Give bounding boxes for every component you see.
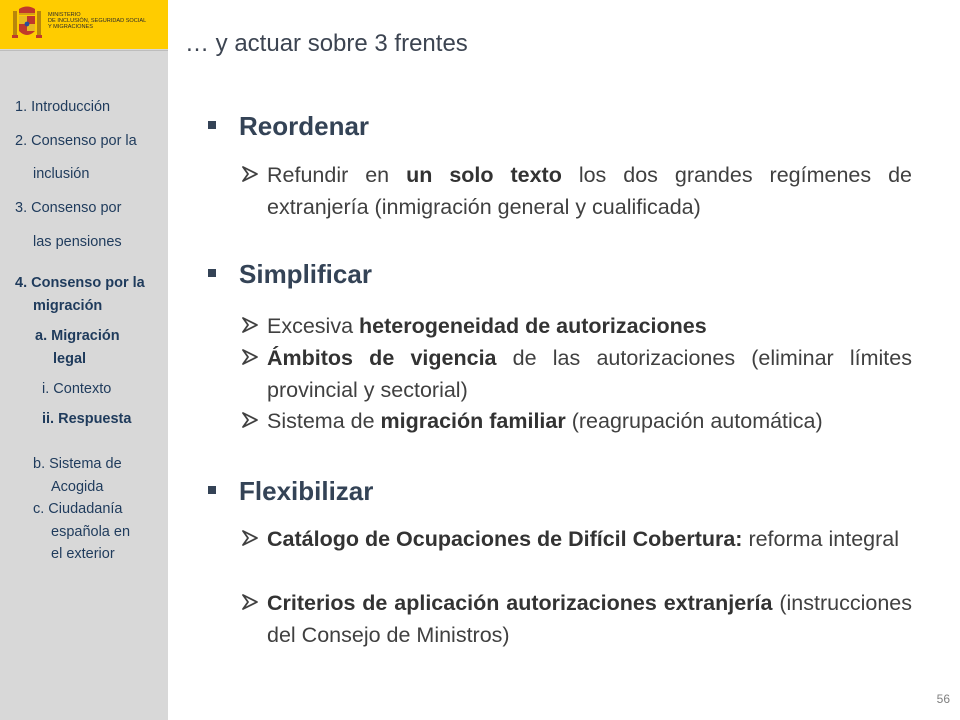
- text-run-bold: Ámbitos de vigencia: [267, 346, 497, 370]
- text-run-bold: Catálogo de Ocupaciones de Difícil Cobertura:: [267, 527, 743, 551]
- square-bullet-icon: [208, 486, 216, 494]
- nav-item-sistema-acogida-cont[interactable]: Acogida: [51, 479, 104, 495]
- bullet-text: [267, 310, 912, 342]
- text-run: Sistema de: [267, 409, 381, 433]
- bullet-item: [240, 342, 912, 406]
- bullet-item: [240, 310, 912, 342]
- slide-title: … y actuar sobre 3 frentes: [185, 30, 468, 57]
- bullet-item: [240, 587, 912, 651]
- nav-item-consenso-inclusion[interactable]: 2. Consenso por la: [15, 133, 137, 149]
- page-number: 56: [936, 692, 950, 706]
- nav-item-ciudadania-cont-2[interactable]: el exterior: [51, 546, 115, 562]
- ministry-name: [48, 12, 166, 31]
- text-run-bold: un solo texto: [406, 163, 562, 187]
- bullet-text: [267, 587, 912, 651]
- arrow-bullet-icon: [240, 347, 260, 367]
- bullet-text: [267, 342, 912, 406]
- text-run: reforma integral: [742, 527, 900, 551]
- arrow-bullet-icon: [240, 410, 260, 430]
- coat-of-arms-icon: [10, 5, 44, 43]
- text-run: (instrucciones del Consejo de Ministros): [267, 591, 912, 647]
- text-run: de las autorizaciones (eliminar límites provincial y sectorial): [267, 346, 912, 402]
- section-heading-flexibilizar: [208, 476, 373, 507]
- text-run-bold: Criterios de aplicación autorizaciones extranjería: [267, 591, 773, 615]
- section-heading-text: Reordenar: [239, 111, 370, 141]
- nav-item-contexto[interactable]: i. Contexto: [42, 381, 112, 397]
- nav-item-migracion-legal-cont[interactable]: legal: [53, 351, 87, 367]
- text-run: Excesiva: [267, 314, 360, 338]
- sidebar: [0, 0, 168, 720]
- nav-item-consenso-migracion[interactable]: 4. Consenso por la: [15, 275, 145, 291]
- bullet-item: [240, 405, 912, 437]
- text-run: (reagrupación automática): [565, 409, 823, 433]
- section-heading-simplificar: [208, 259, 372, 290]
- section-heading-text: Simplificar: [239, 259, 372, 289]
- arrow-bullet-icon: [240, 164, 260, 184]
- arrow-bullet-icon: [240, 528, 260, 548]
- nav-item-ciudadania[interactable]: c. Ciudadanía: [33, 501, 123, 517]
- nav-item-consenso-migracion-cont[interactable]: migración: [33, 298, 103, 314]
- bullet-item: [240, 159, 912, 223]
- divider: [0, 50, 168, 51]
- nav-item-ciudadania-cont[interactable]: española en: [51, 524, 131, 540]
- nav-item-consenso-inclusion-cont[interactable]: inclusión: [33, 166, 90, 182]
- arrow-bullet-icon: [240, 315, 260, 335]
- ministry-line: MINISTERIO: [48, 12, 81, 18]
- nav-item-introduccion[interactable]: 1. Introducción: [15, 99, 111, 115]
- text-run-bold: migración familiar: [380, 409, 566, 433]
- nav-item-sistema-acogida[interactable]: b. Sistema de: [33, 456, 122, 472]
- bullet-text: [267, 405, 912, 437]
- ministry-logo-band: [0, 0, 168, 49]
- section-heading-text: Flexibilizar: [239, 476, 374, 506]
- ministry-line: Y MIGRACIONES: [48, 24, 93, 31]
- arrow-bullet-icon: [240, 592, 260, 612]
- bullet-text: [267, 159, 912, 223]
- text-run: los dos grandes regímenes de extranjería (inmigración general y cualificada): [267, 163, 912, 219]
- text-run: Refundir en: [267, 163, 407, 187]
- ministry-line: DE INCLUSIÓN, SEGURIDAD SOCIAL: [48, 18, 147, 25]
- nav-item-consenso-pensiones[interactable]: 3. Consenso por: [15, 200, 122, 216]
- bullet-text: [267, 523, 912, 555]
- nav-item-respuesta[interactable]: ii. Respuesta: [42, 411, 132, 427]
- section-heading-reordenar: [208, 111, 369, 142]
- bullet-item: [240, 523, 912, 555]
- nav-item-migracion-legal[interactable]: a. Migración: [35, 328, 120, 344]
- text-run-bold: heterogeneidad de autorizaciones: [359, 314, 707, 338]
- square-bullet-icon: [208, 269, 216, 277]
- square-bullet-icon: [208, 121, 216, 129]
- nav-item-consenso-pensiones-cont[interactable]: las pensiones: [33, 234, 122, 250]
